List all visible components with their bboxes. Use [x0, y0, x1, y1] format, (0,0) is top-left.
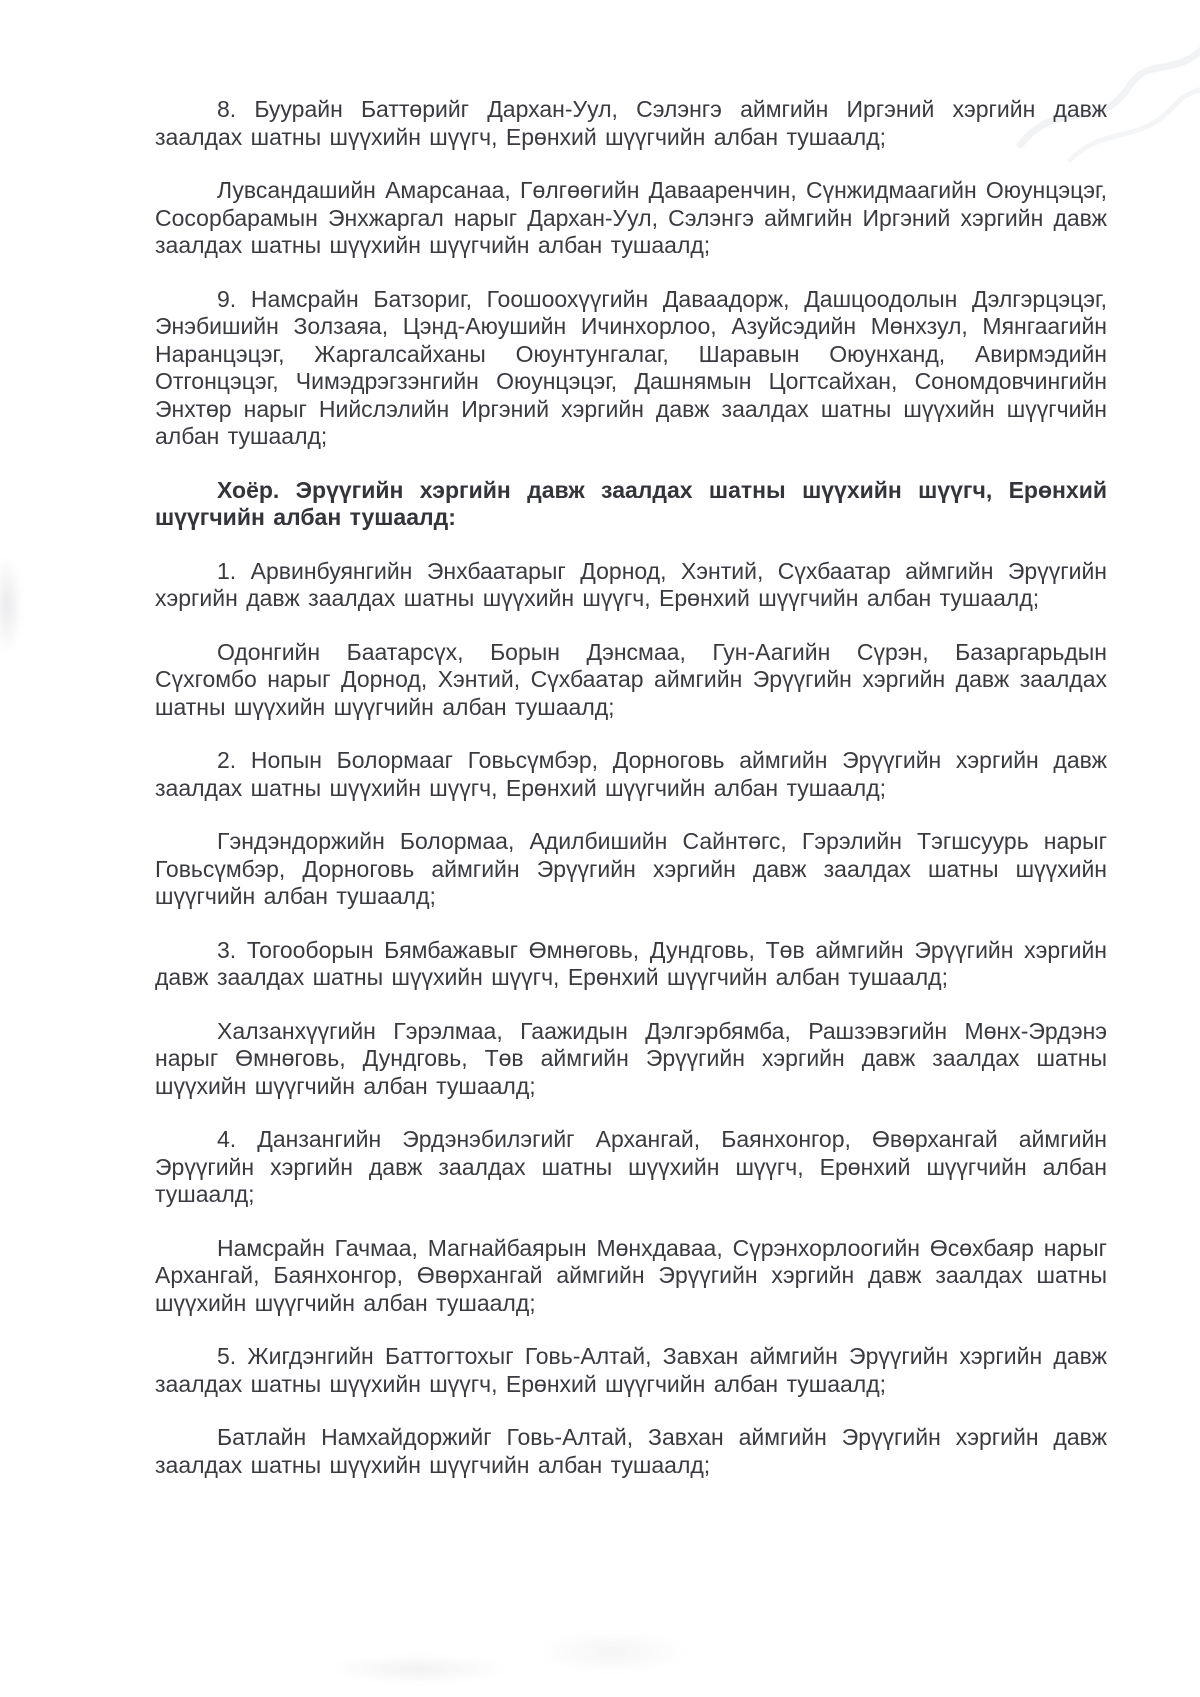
document-paragraph: 2. Нопын Болормааг Говьсүмбэр, Дорноговь аймгийн Эрүүгийн хэргийн давж заалдах шатны шүүхийн шүүгч, Ерөнхий шүүгчийн албан тушаалд; — [155, 747, 1107, 801]
document-paragraph: 1. Арвинбуянгийн Энхбаатарыг Дорнод, Хэнтий, Сүхбаатар аймгийн Эрүүгийн хэргийн давж заалдах шатны шүүхийн шүүгч, Ерөнхий шүүгчийн албан тушаалд; — [155, 557, 1107, 611]
document-text-block — [155, 96, 1107, 1505]
document-paragraph: Намсрайн Гачмаа, Магнайбаярын Мөнхдаваа, Сүрэнхорлоогийн Өсөхбаяр нарыг Архангай, Баянхонгор, Өвөрхангай аймгийн Эрүүгийн хэргийн давж заалдах шатны шүүхийн шүүгчийн албан тушаалд; — [155, 1234, 1107, 1316]
document-paragraph: 9. Намсрайн Батзориг, Гоошоохүүгийн Даваадорж, Дашцоодолын Дэлгэрцэцэг, Энэбишийн Золзаяа, Цэнд-Аюушийн Ичинхорлоо, Азуйсэдийн Мөнхзул, Мянгаагийн Наранцэцэг, Жаргалсайханы Оюунтунгалаг, Шаравын Оюунханд, Авирмэдийн Отгонцэцэг, Чимэдрэгзэнгийн Оюунцэцэг, Дашнямын Цогтсайхан, Сономдовчингийн Энхтөр нарыг Нийслэлийн Иргэний хэргийн давж заалдах шатны шүүхийн шүүгчийн албан тушаалд; — [155, 285, 1107, 449]
document-paragraph: 3. Тогооборын Бямбажавыг Өмнөговь, Дундговь, Төв аймгийн Эрүүгийн хэргийн давж заалдах шатны шүүхийн шүүгч, Ерөнхий шүүгчийн албан тушаалд; — [155, 936, 1107, 990]
document-paragraph: Одонгийн Баатарсүх, Борын Дэнсмаа, Гун-Аагийн Сүрэн, Базаргарьдын Сүхгомбо нарыг Дорнод, Хэнтий, Сүхбаатар аймгийн Эрүүгийн хэргийн давж заалдах шатны шүүхийн шүүгчийн албан тушаалд; — [155, 638, 1107, 720]
scan-smudge-artifact — [290, 1620, 720, 1690]
scan-smudge-artifact — [0, 540, 28, 670]
document-paragraph: Халзанхүүгийн Гэрэлмаа, Гаажидын Дэлгэрбямба, Рашзэвэгийн Мөнх-Эрдэнэ нарыг Өмнөговь, Дундговь, Төв аймгийн Эрүүгийн хэргийн давж заалдах шатны шүүхийн шүүгчийн албан тушаалд; — [155, 1017, 1107, 1099]
document-paragraph: 4. Данзангийн Эрдэнэбилэгийг Архангай, Баянхонгор, Өвөрхангай аймгийн Эрүүгийн хэргийн давж заалдах шатны шүүхийн шүүгч, Ерөнхий шүүгчийн албан тушаалд; — [155, 1126, 1107, 1207]
document-paragraph: 8. Буурайн Баттөрийг Дархан-Уул, Сэлэнгэ аймгийн Иргэний хэргийн давж заалдах шатны шүүхийн шүүгч, Ерөнхий шүүгчийн албан тушаалд; — [155, 96, 1107, 150]
document-paragraph: Батлайн Намхайдоржийг Говь-Алтай, Завхан аймгийн Эрүүгийн хэргийн давж заалдах шатны шүүхийн шүүгчийн албан тушаалд; — [155, 1424, 1107, 1478]
section-heading: Хоёр. Эрүүгийн хэргийн давж заалдах шатны шүүхийн шүүгч, Ерөнхий шүүгчийн албан тушаалд: — [155, 476, 1107, 530]
document-paragraph: Лувсандашийн Амарсанаа, Гөлгөөгийн Давааренчин, Сүнжидмаагийн Оюунцэцэг, Сосорбарамын Энхжаргал нарыг Дархан-Уул, Сэлэнгэ аймгийн Иргэний хэргийн давж заалдах шатны шүүхийн шүүгчийн албан тушаалд; — [155, 177, 1107, 258]
document-paragraph: 5. Жигдэнгийн Баттогтохыг Говь-Алтай, Завхан аймгийн Эрүүгийн хэргийн давж заалдах шатны шүүхийн шүүгч, Ерөнхий шүүгчийн албан тушаалд; — [155, 1343, 1107, 1397]
document-paragraph: Гэндэндоржийн Болормаа, Адилбишийн Сайнтөгс, Гэрэлийн Тэгшсуурь нарыг Говьсүмбэр, Дорноговь аймгийн Эрүүгийн хэргийн давж заалдах шатны шүүхийн шүүгчийн албан тушаалд; — [155, 828, 1107, 909]
